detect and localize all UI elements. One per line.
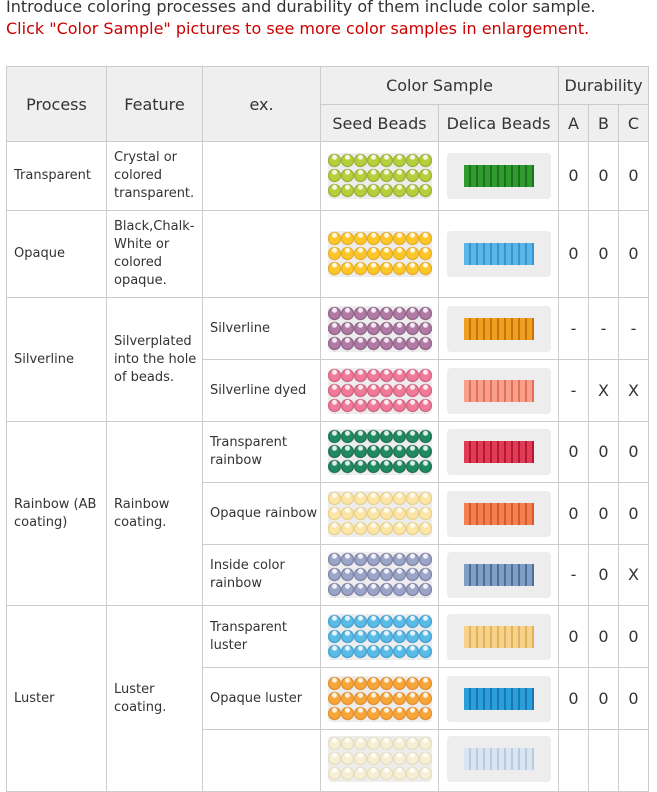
header-durability-b: B [589, 105, 619, 142]
delica-bead-sample-image[interactable] [447, 736, 551, 782]
ex-cell [203, 211, 321, 298]
bead-process-table [6, 66, 649, 792]
delica-bead-sample-image[interactable] [447, 153, 551, 199]
ex-cell [203, 730, 321, 792]
durability-c [619, 730, 649, 792]
durability-c: 0 [619, 211, 649, 298]
seed-bead-sample-image[interactable] [328, 429, 432, 475]
durability-c: 0 [619, 142, 649, 211]
ex-cell: Transparent rainbow [203, 422, 321, 483]
process-cell: Luster [7, 606, 107, 792]
seed-bead-sample-image[interactable] [328, 552, 432, 598]
table-row [7, 422, 649, 483]
header-durability-a: A [559, 105, 589, 142]
durability-c: 0 [619, 668, 649, 730]
delica-bead-sample-image[interactable] [447, 231, 551, 277]
seed-sample-cell [321, 483, 439, 545]
seed-sample-cell [321, 142, 439, 211]
header-delica-beads: Delica Beads [439, 105, 559, 142]
seed-sample-cell [321, 606, 439, 668]
delica-sample-cell [439, 422, 559, 483]
durability-b: 0 [589, 422, 619, 483]
header-durability-c: C [619, 105, 649, 142]
header-seed-beads: Seed Beads [321, 105, 439, 142]
delica-sample-cell [439, 730, 559, 792]
seed-sample-cell [321, 298, 439, 360]
durability-a [559, 730, 589, 792]
delica-bead-sample-image[interactable] [447, 306, 551, 352]
seed-bead-sample-image[interactable] [328, 736, 432, 782]
feature-cell: Black,Chalk-White or colored opaque. [107, 211, 203, 298]
durability-b: 0 [589, 606, 619, 668]
durability-c: 0 [619, 422, 649, 483]
table-row [7, 142, 649, 211]
feature-cell: Crystal or colored transparent. [107, 142, 203, 211]
delica-bead-sample-image[interactable] [447, 368, 551, 414]
delica-bead-sample-image[interactable] [447, 614, 551, 660]
durability-c: 0 [619, 606, 649, 668]
ex-cell: Opaque rainbow [203, 483, 321, 545]
header-color-sample: Color Sample [321, 67, 559, 105]
delica-sample-cell [439, 606, 559, 668]
durability-c: X [619, 360, 649, 422]
table-row [7, 298, 649, 360]
ex-cell [203, 142, 321, 211]
delica-bead-sample-image[interactable] [447, 491, 551, 537]
durability-c: - [619, 298, 649, 360]
ex-cell: Transparent luster [203, 606, 321, 668]
delica-bead-sample-image[interactable] [447, 552, 551, 598]
process-cell: Rainbow (AB coating) [7, 422, 107, 606]
delica-sample-cell [439, 483, 559, 545]
seed-sample-cell [321, 545, 439, 606]
delica-sample-cell [439, 211, 559, 298]
durability-a: - [559, 360, 589, 422]
header-durability: Durability [559, 67, 649, 105]
intro-text [6, 0, 656, 40]
durability-a: 0 [559, 142, 589, 211]
seed-bead-sample-image[interactable] [328, 491, 432, 537]
ex-cell: Silverline dyed [203, 360, 321, 422]
process-cell: Opaque [7, 211, 107, 298]
durability-a: 0 [559, 668, 589, 730]
durability-a: 0 [559, 211, 589, 298]
durability-b: - [589, 298, 619, 360]
seed-sample-cell [321, 422, 439, 483]
durability-a: 0 [559, 483, 589, 545]
seed-sample-cell [321, 730, 439, 792]
durability-b: X [589, 360, 619, 422]
feature-cell: Rainbow coating. [107, 422, 203, 606]
table-row [7, 606, 649, 668]
delica-sample-cell [439, 142, 559, 211]
durability-a: - [559, 545, 589, 606]
ex-cell: Opaque luster [203, 668, 321, 730]
seed-bead-sample-image[interactable] [328, 153, 432, 199]
seed-sample-cell [321, 668, 439, 730]
table-row [7, 211, 649, 298]
durability-c: 0 [619, 483, 649, 545]
durability-a: 0 [559, 422, 589, 483]
intro-line-2: Click "Color Sample" pictures to see more color samples in enlargement. [6, 19, 590, 38]
feature-cell: Silverplated into the hole of beads. [107, 298, 203, 422]
durability-b: 0 [589, 211, 619, 298]
process-cell: Silverline [7, 298, 107, 422]
durability-b [589, 730, 619, 792]
seed-bead-sample-image[interactable] [328, 231, 432, 277]
durability-b: 0 [589, 545, 619, 606]
durability-b: 0 [589, 668, 619, 730]
seed-sample-cell [321, 211, 439, 298]
durability-c: X [619, 545, 649, 606]
seed-bead-sample-image[interactable] [328, 368, 432, 414]
header-feature: Feature [107, 67, 203, 142]
durability-a: 0 [559, 606, 589, 668]
durability-b: 0 [589, 483, 619, 545]
seed-bead-sample-image[interactable] [328, 306, 432, 352]
durability-a: - [559, 298, 589, 360]
delica-bead-sample-image[interactable] [447, 429, 551, 475]
header-ex: ex. [203, 67, 321, 142]
ex-cell: Silverline [203, 298, 321, 360]
seed-sample-cell [321, 360, 439, 422]
seed-bead-sample-image[interactable] [328, 614, 432, 660]
header-process: Process [7, 67, 107, 142]
ex-cell: Inside color rainbow [203, 545, 321, 606]
intro-line-1: Introduce coloring processes and durability of them include color sample. [6, 0, 596, 16]
delica-sample-cell [439, 298, 559, 360]
delica-sample-cell [439, 545, 559, 606]
delica-sample-cell [439, 360, 559, 422]
delica-sample-cell [439, 668, 559, 730]
seed-bead-sample-image[interactable] [328, 676, 432, 722]
feature-cell: Luster coating. [107, 606, 203, 792]
durability-b: 0 [589, 142, 619, 211]
process-cell: Transparent [7, 142, 107, 211]
delica-bead-sample-image[interactable] [447, 676, 551, 722]
